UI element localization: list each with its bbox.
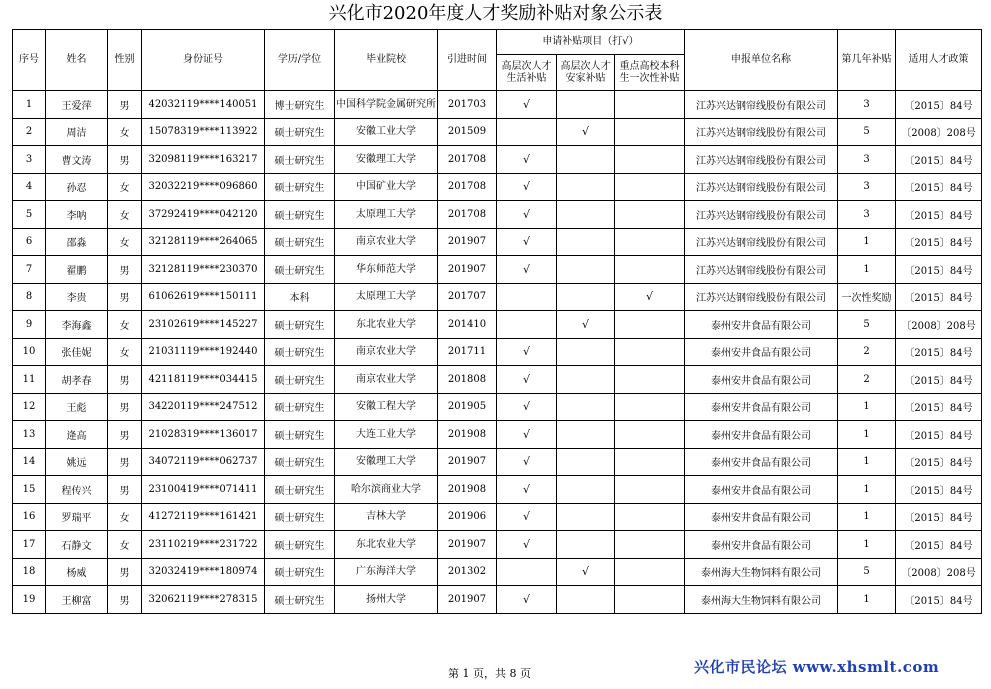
cell-policy: 〔2015〕84号 bbox=[896, 421, 982, 449]
cell-policy: 〔2015〕84号 bbox=[896, 146, 982, 174]
cell-living: √ bbox=[497, 586, 557, 614]
table-row bbox=[13, 91, 982, 119]
cell-seq: 11 bbox=[13, 366, 46, 394]
table-row bbox=[13, 146, 982, 174]
cell-onetime bbox=[615, 311, 685, 339]
cell-id: 34072119****062737 bbox=[142, 448, 265, 476]
cell-company: 江苏兴达钢帘线股份有限公司 bbox=[685, 201, 838, 229]
cell-gender: 男 bbox=[108, 448, 142, 476]
cell-year: 1 bbox=[838, 448, 896, 476]
cell-policy: 〔2015〕84号 bbox=[896, 338, 982, 366]
cell-housing bbox=[557, 338, 615, 366]
header-id: 身份证号 bbox=[142, 30, 265, 91]
cell-housing bbox=[557, 503, 615, 531]
cell-onetime bbox=[615, 228, 685, 256]
cell-name: 胡孝春 bbox=[46, 366, 108, 394]
cell-seq: 15 bbox=[13, 476, 46, 504]
cell-year: 1 bbox=[838, 421, 896, 449]
cell-housing bbox=[557, 393, 615, 421]
cell-policy: 〔2015〕84号 bbox=[896, 531, 982, 559]
cell-id: 23102619****145227 bbox=[142, 311, 265, 339]
cell-time: 201908 bbox=[438, 476, 497, 504]
cell-onetime bbox=[615, 531, 685, 559]
cell-seq: 13 bbox=[13, 421, 46, 449]
cell-onetime bbox=[615, 173, 685, 201]
cell-school: 太原理工大学 bbox=[335, 283, 438, 311]
cell-seq: 9 bbox=[13, 311, 46, 339]
cell-school: 南京农业大学 bbox=[335, 228, 438, 256]
cell-living: √ bbox=[497, 503, 557, 531]
table-row bbox=[13, 531, 982, 559]
page-title: 兴化市2020年度人才奖励补贴对象公示表 bbox=[328, 3, 663, 24]
cell-time: 201410 bbox=[438, 311, 497, 339]
cell-housing: √ bbox=[557, 558, 615, 586]
cell-time: 201708 bbox=[438, 173, 497, 201]
cell-time: 201711 bbox=[438, 338, 497, 366]
cell-gender: 女 bbox=[108, 503, 142, 531]
cell-living: √ bbox=[497, 146, 557, 174]
cell-gender: 男 bbox=[108, 393, 142, 421]
cell-gender: 女 bbox=[108, 531, 142, 559]
cell-living bbox=[497, 558, 557, 586]
cell-seq: 4 bbox=[13, 173, 46, 201]
cell-school: 南京农业大学 bbox=[335, 366, 438, 394]
cell-policy: 〔2015〕84号 bbox=[896, 476, 982, 504]
cell-edu: 硕士研究生 bbox=[265, 118, 335, 146]
cell-gender: 男 bbox=[108, 146, 142, 174]
cell-school: 吉林大学 bbox=[335, 503, 438, 531]
cell-id: 32128119****264065 bbox=[142, 228, 265, 256]
table-row bbox=[13, 393, 982, 421]
cell-living: √ bbox=[497, 228, 557, 256]
cell-edu: 硕士研究生 bbox=[265, 338, 335, 366]
cell-housing bbox=[557, 91, 615, 119]
cell-name: 罗瑞平 bbox=[46, 503, 108, 531]
cell-living: √ bbox=[497, 201, 557, 229]
cell-gender: 男 bbox=[108, 421, 142, 449]
cell-time: 201907 bbox=[438, 531, 497, 559]
cell-company: 泰州安井食品有限公司 bbox=[685, 338, 838, 366]
cell-name: 程传兴 bbox=[46, 476, 108, 504]
cell-gender: 男 bbox=[108, 558, 142, 586]
header-intro-time: 引进时间 bbox=[438, 30, 497, 91]
cell-edu: 硕士研究生 bbox=[265, 448, 335, 476]
cell-policy: 〔2008〕208号 bbox=[896, 311, 982, 339]
cell-time: 201908 bbox=[438, 421, 497, 449]
cell-time: 201509 bbox=[438, 118, 497, 146]
cell-housing bbox=[557, 586, 615, 614]
cell-housing: √ bbox=[557, 311, 615, 339]
cell-company: 泰州安井食品有限公司 bbox=[685, 393, 838, 421]
cell-name: 曹文涛 bbox=[46, 146, 108, 174]
cell-seq: 12 bbox=[13, 393, 46, 421]
cell-name: 姚远 bbox=[46, 448, 108, 476]
cell-living bbox=[497, 283, 557, 311]
cell-id: 42032119****140051 bbox=[142, 91, 265, 119]
cell-policy: 〔2015〕84号 bbox=[896, 283, 982, 311]
cell-year: 2 bbox=[838, 366, 896, 394]
cell-school: 扬州大学 bbox=[335, 586, 438, 614]
table-row bbox=[13, 256, 982, 284]
header-sub-housing: 高层次人才安家补贴 bbox=[557, 55, 615, 91]
cell-id: 15078319****113922 bbox=[142, 118, 265, 146]
cell-gender: 女 bbox=[108, 311, 142, 339]
cell-year: 1 bbox=[838, 503, 896, 531]
table-row bbox=[13, 421, 982, 449]
cell-housing bbox=[557, 421, 615, 449]
cell-seq: 6 bbox=[13, 228, 46, 256]
cell-school: 中国科学院金属研究所 bbox=[335, 91, 438, 119]
cell-housing bbox=[557, 531, 615, 559]
cell-housing: √ bbox=[557, 118, 615, 146]
cell-policy: 〔2015〕84号 bbox=[896, 586, 982, 614]
cell-policy: 〔2015〕84号 bbox=[896, 366, 982, 394]
table-row bbox=[13, 173, 982, 201]
cell-school: 中国矿业大学 bbox=[335, 173, 438, 201]
cell-seq: 2 bbox=[13, 118, 46, 146]
cell-policy: 〔2008〕208号 bbox=[896, 118, 982, 146]
cell-time: 201302 bbox=[438, 558, 497, 586]
cell-name: 逄高 bbox=[46, 421, 108, 449]
cell-housing bbox=[557, 146, 615, 174]
cell-edu: 硕士研究生 bbox=[265, 173, 335, 201]
cell-living: √ bbox=[497, 448, 557, 476]
cell-id: 32032419****180974 bbox=[142, 558, 265, 586]
cell-id: 21031119****192440 bbox=[142, 338, 265, 366]
cell-name: 李海鑫 bbox=[46, 311, 108, 339]
cell-housing bbox=[557, 173, 615, 201]
cell-living: √ bbox=[497, 91, 557, 119]
header-sub-living: 高层次人才生活补贴 bbox=[497, 55, 557, 91]
cell-seq: 19 bbox=[13, 586, 46, 614]
header-seq: 序号 bbox=[13, 30, 46, 91]
cell-company: 泰州安井食品有限公司 bbox=[685, 448, 838, 476]
cell-id: 32032219****096860 bbox=[142, 173, 265, 201]
cell-year: 5 bbox=[838, 558, 896, 586]
cell-company: 江苏兴达钢帘线股份有限公司 bbox=[685, 228, 838, 256]
header-company: 申报单位名称 bbox=[685, 30, 838, 91]
cell-company: 泰州安井食品有限公司 bbox=[685, 311, 838, 339]
cell-onetime bbox=[615, 558, 685, 586]
cell-edu: 硕士研究生 bbox=[265, 503, 335, 531]
subsidy-table bbox=[12, 29, 982, 614]
cell-onetime bbox=[615, 118, 685, 146]
cell-edu: 博士研究生 bbox=[265, 91, 335, 119]
cell-time: 201707 bbox=[438, 283, 497, 311]
cell-living: √ bbox=[497, 421, 557, 449]
cell-name: 李贵 bbox=[46, 283, 108, 311]
cell-onetime bbox=[615, 393, 685, 421]
cell-living: √ bbox=[497, 366, 557, 394]
cell-housing bbox=[557, 283, 615, 311]
cell-name: 翟鹏 bbox=[46, 256, 108, 284]
cell-id: 21028319****136017 bbox=[142, 421, 265, 449]
cell-name: 石静文 bbox=[46, 531, 108, 559]
cell-year: 3 bbox=[838, 146, 896, 174]
cell-company: 江苏兴达钢帘线股份有限公司 bbox=[685, 173, 838, 201]
cell-company: 江苏兴达钢帘线股份有限公司 bbox=[685, 91, 838, 119]
cell-onetime bbox=[615, 586, 685, 614]
cell-gender: 女 bbox=[108, 173, 142, 201]
cell-school: 安徽工业大学 bbox=[335, 118, 438, 146]
cell-year: 2 bbox=[838, 338, 896, 366]
table-row bbox=[13, 448, 982, 476]
header-year: 第几年补贴 bbox=[838, 30, 896, 91]
cell-living bbox=[497, 311, 557, 339]
site-watermark: 兴化市民论坛 www.xhsmlt.com bbox=[694, 658, 940, 676]
cell-seq: 18 bbox=[13, 558, 46, 586]
cell-edu: 硕士研究生 bbox=[265, 558, 335, 586]
cell-company: 江苏兴达钢帘线股份有限公司 bbox=[685, 118, 838, 146]
cell-policy: 〔2015〕84号 bbox=[896, 173, 982, 201]
cell-name: 杨威 bbox=[46, 558, 108, 586]
cell-company: 泰州海大生物饲料有限公司 bbox=[685, 586, 838, 614]
cell-policy: 〔2015〕84号 bbox=[896, 256, 982, 284]
cell-time: 201708 bbox=[438, 146, 497, 174]
cell-year: 1 bbox=[838, 531, 896, 559]
cell-gender: 男 bbox=[108, 366, 142, 394]
cell-year: 5 bbox=[838, 118, 896, 146]
cell-onetime bbox=[615, 338, 685, 366]
table-row bbox=[13, 476, 982, 504]
cell-time: 201907 bbox=[438, 448, 497, 476]
cell-seq: 14 bbox=[13, 448, 46, 476]
cell-gender: 女 bbox=[108, 201, 142, 229]
cell-living: √ bbox=[497, 338, 557, 366]
cell-time: 201708 bbox=[438, 201, 497, 229]
cell-school: 东北农业大学 bbox=[335, 311, 438, 339]
cell-housing bbox=[557, 201, 615, 229]
table-row bbox=[13, 201, 982, 229]
cell-school: 南京农业大学 bbox=[335, 338, 438, 366]
cell-onetime: √ bbox=[615, 283, 685, 311]
cell-housing bbox=[557, 476, 615, 504]
cell-seq: 16 bbox=[13, 503, 46, 531]
cell-seq: 1 bbox=[13, 91, 46, 119]
cell-seq: 17 bbox=[13, 531, 46, 559]
header-gender: 性别 bbox=[108, 30, 142, 91]
cell-gender: 男 bbox=[108, 256, 142, 284]
cell-onetime bbox=[615, 503, 685, 531]
cell-id: 32128119****230370 bbox=[142, 256, 265, 284]
cell-policy: 〔2015〕84号 bbox=[896, 393, 982, 421]
cell-housing bbox=[557, 366, 615, 394]
cell-gender: 女 bbox=[108, 118, 142, 146]
cell-gender: 男 bbox=[108, 476, 142, 504]
cell-time: 201907 bbox=[438, 586, 497, 614]
cell-policy: 〔2015〕84号 bbox=[896, 503, 982, 531]
cell-edu: 硕士研究生 bbox=[265, 476, 335, 504]
cell-living: √ bbox=[497, 476, 557, 504]
cell-school: 华东师范大学 bbox=[335, 256, 438, 284]
cell-year: 1 bbox=[838, 256, 896, 284]
cell-id: 61062619****150111 bbox=[142, 283, 265, 311]
cell-time: 201905 bbox=[438, 393, 497, 421]
cell-onetime bbox=[615, 146, 685, 174]
cell-id: 23100419****071411 bbox=[142, 476, 265, 504]
cell-name: 张佳妮 bbox=[46, 338, 108, 366]
cell-edu: 本科 bbox=[265, 283, 335, 311]
header-school: 毕业院校 bbox=[335, 30, 438, 91]
cell-policy: 〔2015〕84号 bbox=[896, 91, 982, 119]
cell-company: 泰州安井食品有限公司 bbox=[685, 503, 838, 531]
cell-edu: 硕士研究生 bbox=[265, 311, 335, 339]
cell-year: 1 bbox=[838, 228, 896, 256]
cell-year: 3 bbox=[838, 201, 896, 229]
cell-living bbox=[497, 118, 557, 146]
cell-id: 37292419****042120 bbox=[142, 201, 265, 229]
cell-name: 王彪 bbox=[46, 393, 108, 421]
cell-year: 一次性奖励 bbox=[838, 283, 896, 311]
cell-edu: 硕士研究生 bbox=[265, 366, 335, 394]
cell-school: 大连工业大学 bbox=[335, 421, 438, 449]
cell-id: 32062119****278315 bbox=[142, 586, 265, 614]
cell-onetime bbox=[615, 448, 685, 476]
cell-school: 哈尔滨商业大学 bbox=[335, 476, 438, 504]
cell-id: 23110219****231722 bbox=[142, 531, 265, 559]
cell-gender: 女 bbox=[108, 228, 142, 256]
header-subsidy-group: 申请补贴项目（打√） bbox=[497, 30, 685, 55]
table-row bbox=[13, 558, 982, 586]
table-body bbox=[13, 91, 982, 614]
cell-living: √ bbox=[497, 256, 557, 284]
cell-company: 泰州安井食品有限公司 bbox=[685, 476, 838, 504]
cell-time: 201808 bbox=[438, 366, 497, 394]
cell-living: √ bbox=[497, 173, 557, 201]
cell-living: √ bbox=[497, 531, 557, 559]
header-edu: 学历/学位 bbox=[265, 30, 335, 91]
cell-year: 1 bbox=[838, 476, 896, 504]
cell-onetime bbox=[615, 256, 685, 284]
cell-company: 泰州安井食品有限公司 bbox=[685, 531, 838, 559]
cell-edu: 硕士研究生 bbox=[265, 531, 335, 559]
cell-onetime bbox=[615, 366, 685, 394]
table-row bbox=[13, 366, 982, 394]
cell-year: 5 bbox=[838, 311, 896, 339]
cell-school: 安徽工程大学 bbox=[335, 393, 438, 421]
cell-gender: 男 bbox=[108, 586, 142, 614]
cell-onetime bbox=[615, 421, 685, 449]
cell-school: 安徽理工大学 bbox=[335, 448, 438, 476]
table-row bbox=[13, 118, 982, 146]
cell-school: 东北农业大学 bbox=[335, 531, 438, 559]
cell-onetime bbox=[615, 476, 685, 504]
cell-onetime bbox=[615, 91, 685, 119]
cell-id: 34220119****247512 bbox=[142, 393, 265, 421]
cell-policy: 〔2008〕208号 bbox=[896, 558, 982, 586]
cell-seq: 10 bbox=[13, 338, 46, 366]
cell-policy: 〔2015〕84号 bbox=[896, 201, 982, 229]
cell-seq: 3 bbox=[13, 146, 46, 174]
cell-company: 江苏兴达钢帘线股份有限公司 bbox=[685, 256, 838, 284]
cell-policy: 〔2015〕84号 bbox=[896, 448, 982, 476]
page-number: 第 1 页，共 8 页 bbox=[448, 667, 531, 680]
table-row bbox=[13, 228, 982, 256]
header-policy: 适用人才政策 bbox=[896, 30, 982, 91]
cell-year: 3 bbox=[838, 173, 896, 201]
cell-time: 201907 bbox=[438, 256, 497, 284]
cell-edu: 硕士研究生 bbox=[265, 146, 335, 174]
cell-school: 广东海洋大学 bbox=[335, 558, 438, 586]
cell-name: 王柳富 bbox=[46, 586, 108, 614]
cell-school: 安徽理工大学 bbox=[335, 146, 438, 174]
cell-name: 孙忍 bbox=[46, 173, 108, 201]
header-name: 姓名 bbox=[46, 30, 108, 91]
cell-id: 42118119****034415 bbox=[142, 366, 265, 394]
table-row bbox=[13, 586, 982, 614]
cell-gender: 男 bbox=[108, 91, 142, 119]
cell-edu: 硕士研究生 bbox=[265, 256, 335, 284]
cell-edu: 硕士研究生 bbox=[265, 201, 335, 229]
cell-seq: 5 bbox=[13, 201, 46, 229]
cell-time: 201907 bbox=[438, 228, 497, 256]
cell-living: √ bbox=[497, 393, 557, 421]
cell-seq: 8 bbox=[13, 283, 46, 311]
cell-edu: 硕士研究生 bbox=[265, 228, 335, 256]
table-row bbox=[13, 311, 982, 339]
cell-edu: 硕士研究生 bbox=[265, 421, 335, 449]
table-row bbox=[13, 503, 982, 531]
cell-housing bbox=[557, 448, 615, 476]
cell-gender: 男 bbox=[108, 283, 142, 311]
cell-company: 泰州安井食品有限公司 bbox=[685, 421, 838, 449]
cell-housing bbox=[557, 228, 615, 256]
cell-year: 3 bbox=[838, 91, 896, 119]
cell-company: 江苏兴达钢帘线股份有限公司 bbox=[685, 146, 838, 174]
cell-id: 32098119****163217 bbox=[142, 146, 265, 174]
cell-name: 周洁 bbox=[46, 118, 108, 146]
cell-name: 李呐 bbox=[46, 201, 108, 229]
header-sub-onetime: 重点高校本科生一次性补贴 bbox=[615, 55, 685, 91]
cell-onetime bbox=[615, 201, 685, 229]
table-row bbox=[13, 338, 982, 366]
cell-time: 201906 bbox=[438, 503, 497, 531]
cell-year: 1 bbox=[838, 586, 896, 614]
cell-school: 太原理工大学 bbox=[335, 201, 438, 229]
cell-name: 邵淼 bbox=[46, 228, 108, 256]
cell-policy: 〔2015〕84号 bbox=[896, 228, 982, 256]
cell-id: 41272119****161421 bbox=[142, 503, 265, 531]
cell-company: 泰州海大生物饲料有限公司 bbox=[685, 558, 838, 586]
cell-company: 江苏兴达钢帘线股份有限公司 bbox=[685, 283, 838, 311]
cell-company: 泰州安井食品有限公司 bbox=[685, 366, 838, 394]
cell-name: 王爱萍 bbox=[46, 91, 108, 119]
cell-time: 201703 bbox=[438, 91, 497, 119]
cell-edu: 硕士研究生 bbox=[265, 393, 335, 421]
cell-year: 1 bbox=[838, 393, 896, 421]
cell-edu: 硕士研究生 bbox=[265, 586, 335, 614]
table-row bbox=[13, 283, 982, 311]
cell-seq: 7 bbox=[13, 256, 46, 284]
cell-gender: 女 bbox=[108, 338, 142, 366]
cell-housing bbox=[557, 256, 615, 284]
